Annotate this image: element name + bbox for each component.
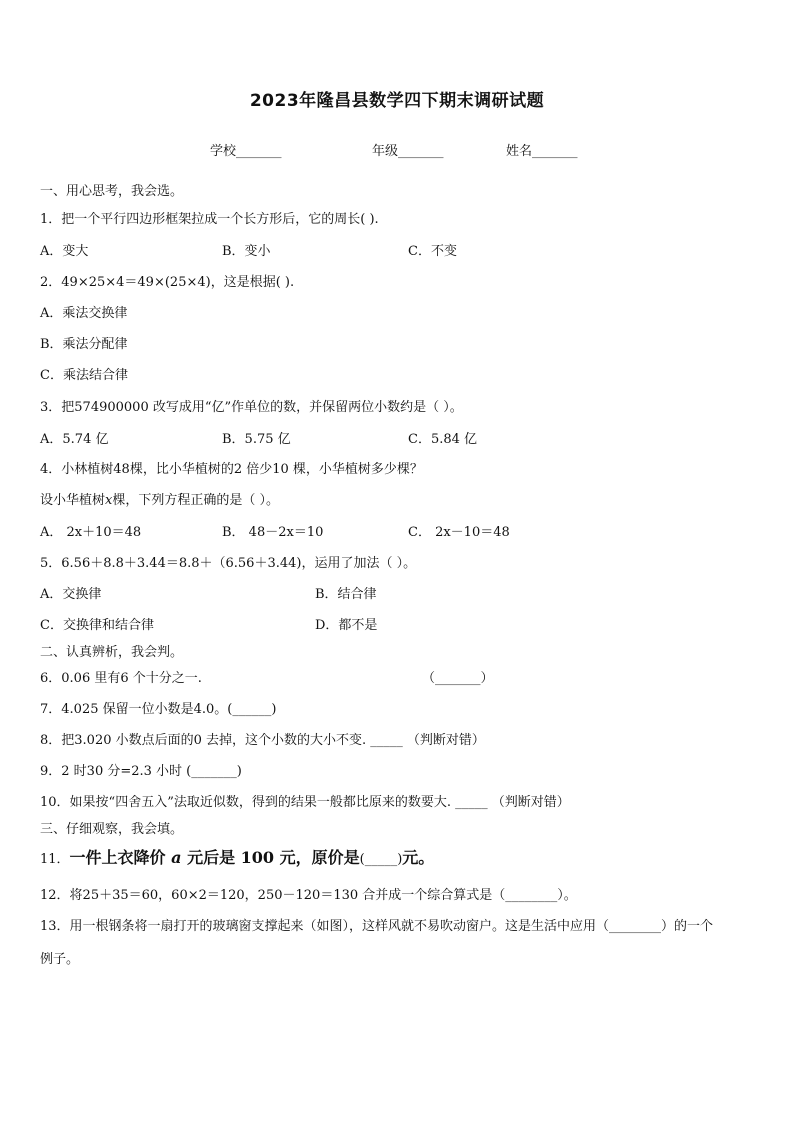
q7-stem: 7．4.025 保留一位小数是4.0。(______) [40, 702, 277, 717]
q12-stem: 12．将25＋35＝60，60×2＝120，250－120＝130 合并成一个综合算式是（________）。 [40, 888, 577, 903]
q2-stem: 2．49×25×4＝49×(25×4)，这是根据( ). [40, 275, 295, 290]
q5-option-b: B．结合律 [315, 587, 377, 602]
q11-stem [40, 845, 434, 868]
q2-option-a: A．乘法交换律 [40, 306, 128, 321]
q11-text-1: 一件上衣降价 [69, 848, 172, 867]
q4-option-a: A． 2x＋10＝48 [40, 525, 142, 540]
grade-field: 年级_______ [372, 144, 444, 159]
exam-title: 2023年隆昌县数学四下期末调研试题 [249, 91, 545, 111]
q11-answer-blank: (_____) [359, 852, 403, 867]
q1-stem: 1．把一个平行四边形框架拉成一个长方形后，它的周长( ). [40, 212, 379, 227]
q4-option-c: C． 2x－10＝48 [408, 525, 510, 540]
q2-option-b: B．乘法分配律 [40, 337, 128, 352]
q10-stem: 10．如果按“四舍五入”法取近似数，得到的结果一般都比原来的数要大. _____ （判断对错） [40, 795, 570, 810]
q6-answer-blank: （_______） [422, 671, 494, 686]
q13-stem-line-2: 例子。 [40, 952, 80, 967]
q11-text-2: 元后是 100 元，原价是 [181, 848, 360, 867]
q1-option-b: B．变小 [222, 244, 271, 259]
q4-variable: x [105, 493, 113, 508]
section-3-heading: 三、仔细观察，我会填。 [40, 822, 184, 837]
q6-stem: 6．0.06 里有6 个十分之一. [40, 671, 202, 686]
q4-stem-2-pre: 设小华植树 [40, 493, 106, 508]
q4-stem-2-post: 棵，下列方程正确的是（ ）。 [112, 493, 279, 508]
q3-option-a: A．5.74 亿 [40, 432, 109, 447]
q11-variable: a [171, 848, 182, 867]
q11-text-3: 元。 [402, 848, 435, 867]
q1-option-c: C．不变 [408, 244, 457, 259]
q5-option-a: A．交换律 [40, 587, 102, 602]
q8-stem: 8．把3.020 小数点后面的0 去掉，这个小数的大小不变. _____ （判断对错） [40, 733, 485, 748]
q3-option-c: C．5.84 亿 [408, 432, 478, 447]
q4-stem: 4．小林植树48棵，比小华植树的2 倍少10 棵，小华植树多少棵？ [40, 462, 423, 477]
q4-stem-2 [40, 489, 279, 508]
q1-option-a: A．变大 [40, 244, 89, 259]
q5-option-d: D．都不是 [315, 618, 378, 633]
section-1-heading: 一、用心思考，我会选。 [40, 184, 184, 199]
q5-stem: 5．6.56＋8.8＋3.44＝8.8＋（6.56＋3.44)，运用了加法（ ）。 [40, 556, 417, 571]
section-2-heading: 二、认真辨析，我会判。 [40, 645, 184, 660]
q9-stem: 9．2 时30 分=2.3 小时 (_______) [40, 764, 242, 779]
name-field: 姓名_______ [506, 144, 578, 159]
q3-option-b: B．5.75 亿 [222, 432, 291, 447]
q5-option-c: C．交换律和结合律 [40, 618, 154, 633]
q2-option-c: C．乘法结合律 [40, 368, 128, 383]
q11-number: 11． [40, 852, 70, 867]
q4-option-b: B． 48－2x＝10 [222, 525, 324, 540]
school-field: 学校_______ [210, 144, 282, 159]
q3-stem: 3．把574900000 改写成用“亿”作单位的数，并保留两位小数约是（ ）。 [40, 400, 463, 415]
q13-stem-line-1: 13．用一根钢条将一扇打开的玻璃窗支撑起来（如图），这样风就不易吹动窗户。这是生活中应用（________）的一个 [40, 919, 714, 934]
